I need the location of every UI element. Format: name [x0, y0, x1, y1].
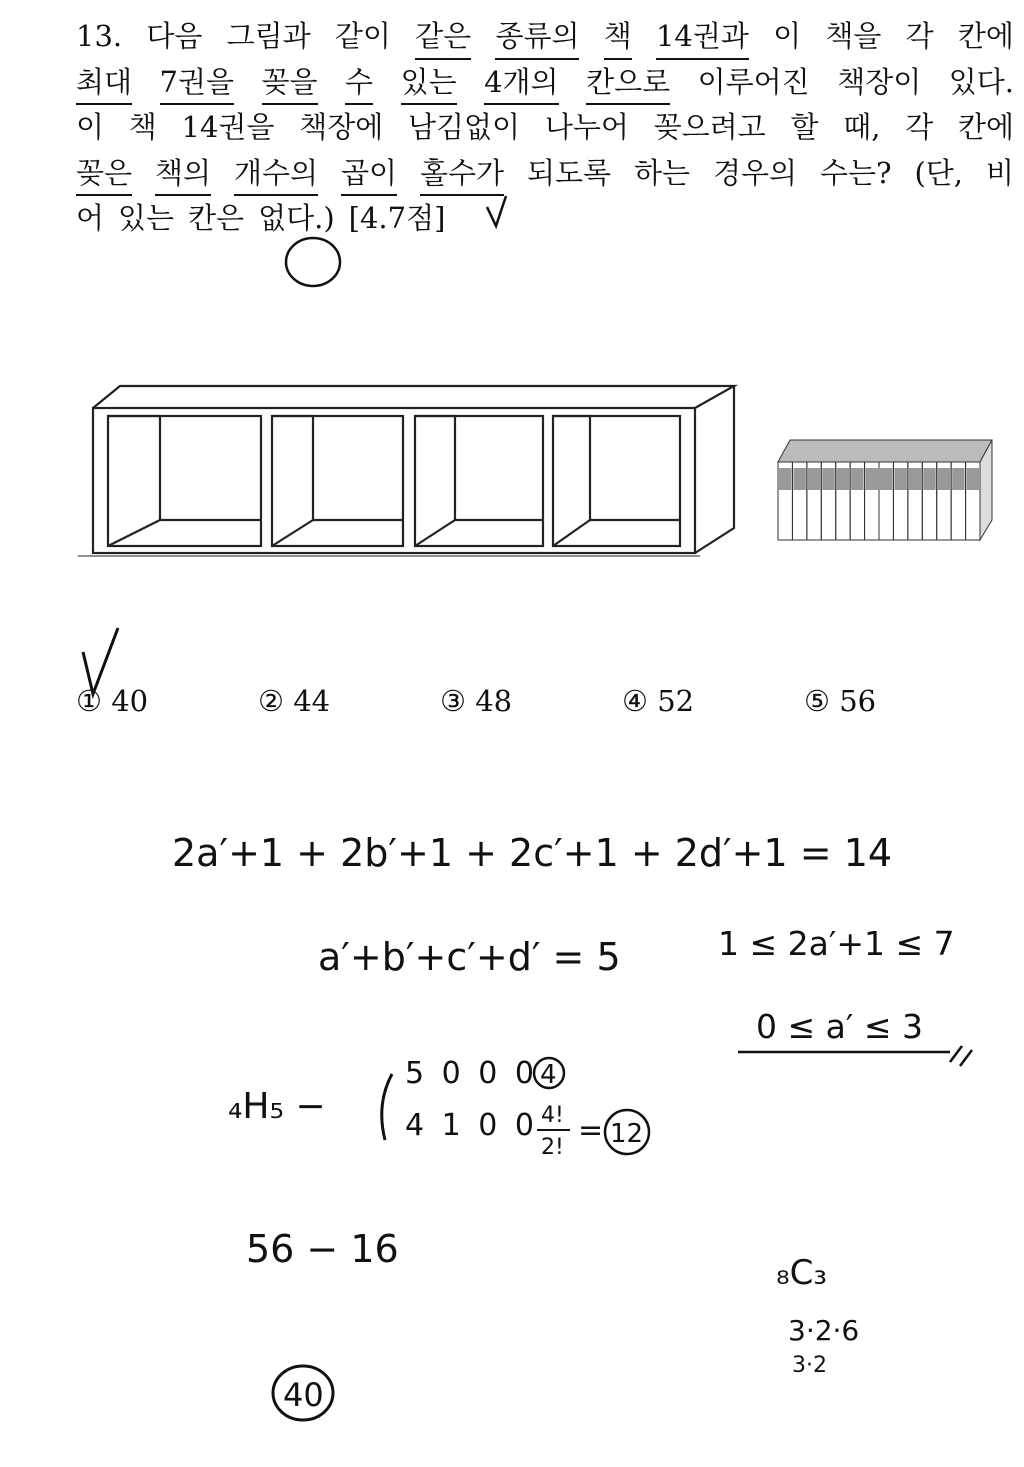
problem-line-1 — [76, 14, 1014, 60]
book-spine-band — [909, 468, 921, 490]
word: 칸은 — [188, 201, 245, 235]
book-spine-band — [967, 468, 979, 490]
problem-text — [76, 14, 1014, 242]
book-stack-image — [778, 440, 992, 540]
hw-side-note-2: 3·2·6 — [788, 1314, 860, 1347]
circle-mark — [534, 1058, 564, 1088]
word: 다음 — [146, 19, 203, 53]
hw-row-2: 4 1 0 0 — [405, 1108, 538, 1143]
book-spine-band — [808, 468, 820, 490]
word: 그림과 — [226, 19, 311, 53]
word: 이 — [773, 19, 802, 53]
word: 때, — [843, 110, 881, 144]
points-label: [4.7점] — [348, 201, 446, 235]
book-spine-band — [851, 468, 863, 490]
hw-fraction-numerator: 4! — [541, 1103, 564, 1128]
word: 나누어 — [544, 110, 629, 144]
underlined-word: 최대 — [76, 60, 132, 106]
book-tops — [778, 440, 992, 462]
underlined-word: 책 — [604, 14, 632, 60]
problem-number: 13. — [76, 19, 123, 53]
book-spine-band — [923, 468, 935, 490]
word: 되도록 — [526, 155, 611, 190]
underlined-word: 14권과 — [656, 14, 749, 60]
word: 각 — [905, 19, 934, 53]
word: 없다.) — [258, 201, 335, 235]
word: 같이 — [334, 19, 391, 53]
problem-line-5 — [76, 196, 1014, 242]
word: 꽂으려고 — [653, 110, 766, 144]
word: 어 — [76, 201, 105, 235]
hw-double-underline — [738, 1046, 972, 1066]
problem-line-2 — [76, 60, 1014, 106]
word: 책 — [128, 110, 157, 144]
book-spine-band — [822, 468, 834, 490]
problem-figure — [0, 330, 1024, 580]
word: 책장이 — [837, 64, 922, 99]
answer-choices — [76, 684, 1014, 718]
choice-3[interactable]: ③ 48 — [440, 684, 513, 718]
book-spine-band — [779, 468, 791, 490]
underlined-word: 꽂을 — [262, 60, 318, 106]
hw-bracket — [382, 1074, 392, 1140]
word: 이 — [76, 110, 105, 144]
hw-inequality-2: 0 ≤ a′ ≤ 3 — [756, 1007, 923, 1046]
underlined-word: 칸으로 — [586, 60, 670, 106]
word: 14권을 — [181, 110, 275, 144]
word: 칸에 — [957, 110, 1014, 144]
word: 하는 — [633, 155, 690, 190]
hw-h-label: ₄H₅ − — [228, 1086, 326, 1127]
word: 각 — [905, 110, 934, 144]
hw-equation-1: 2a′+1 + 2b′+1 + 2c′+1 + 2d′+1 = 14 — [172, 831, 893, 875]
underlined-word: 책의 — [155, 151, 211, 197]
bookshelf-image — [78, 386, 734, 556]
word: 경우의 — [712, 155, 797, 190]
word: 남김없이 — [408, 110, 521, 144]
underlined-word: 같은 — [415, 14, 471, 60]
hw-row-2-result: 12 — [610, 1119, 644, 1149]
choice-4[interactable]: ④ 52 — [622, 684, 695, 718]
hw-equation-2: a′+b′+c′+d′ = 5 — [318, 935, 621, 979]
word: 수는? — [819, 155, 892, 190]
problem-line-3 — [76, 105, 1014, 151]
underlined-word: 수 — [345, 60, 373, 106]
hw-side-note-1: ₈C₃ — [776, 1253, 827, 1293]
hw-row-1-circled: 4 — [540, 1060, 557, 1090]
choice-5[interactable]: ⑤ 56 — [804, 684, 877, 718]
underlined-word: 종류의 — [495, 14, 579, 60]
hw-fraction-denominator: 2! — [541, 1135, 564, 1160]
book-spine-band — [793, 468, 805, 490]
book-spine-band — [938, 468, 950, 490]
word: 칸에 — [957, 19, 1014, 53]
hw-equals: = — [578, 1113, 604, 1148]
underlined-word: 곱이 — [341, 151, 397, 197]
word: 이루어진 — [697, 64, 810, 99]
word: 있는 — [118, 201, 175, 235]
word: 비 — [985, 155, 1014, 190]
underlined-word: 개수의 — [234, 151, 318, 197]
book-spine-band — [837, 468, 849, 490]
circle-mark — [286, 238, 340, 286]
problem-line-4 — [76, 151, 1014, 197]
hw-side-note-3: 3·2 — [792, 1353, 827, 1378]
choice-1[interactable]: ① 40 — [76, 684, 149, 718]
word: 할 — [790, 110, 819, 144]
underlined-word: 7권을 — [160, 60, 234, 106]
word: 책장에 — [299, 110, 384, 144]
book-spine-band — [880, 468, 892, 490]
underlined-word: 홀수가 — [420, 151, 504, 197]
word: 있다. — [948, 64, 1014, 99]
hw-final-answer: 40 — [283, 1376, 324, 1414]
underlined-word: 4개의 — [484, 60, 558, 106]
underlined-word: 있는 — [401, 60, 457, 106]
underlined-word: 꽂은 — [76, 151, 132, 197]
circle-mark — [605, 1110, 649, 1154]
hw-calculation: 56 − 16 — [246, 1227, 399, 1271]
hw-row-1: 5 0 0 0 — [405, 1056, 538, 1091]
book-spine-band — [952, 468, 964, 490]
word: 책을 — [825, 19, 882, 53]
word: (단, — [914, 155, 964, 190]
hw-inequality-1: 1 ≤ 2a′+1 ≤ 7 — [718, 924, 955, 963]
choice-2[interactable]: ② 44 — [258, 684, 331, 718]
book-spine-band — [894, 468, 906, 490]
circle-mark — [273, 1366, 333, 1420]
book-spine-band — [866, 468, 878, 490]
